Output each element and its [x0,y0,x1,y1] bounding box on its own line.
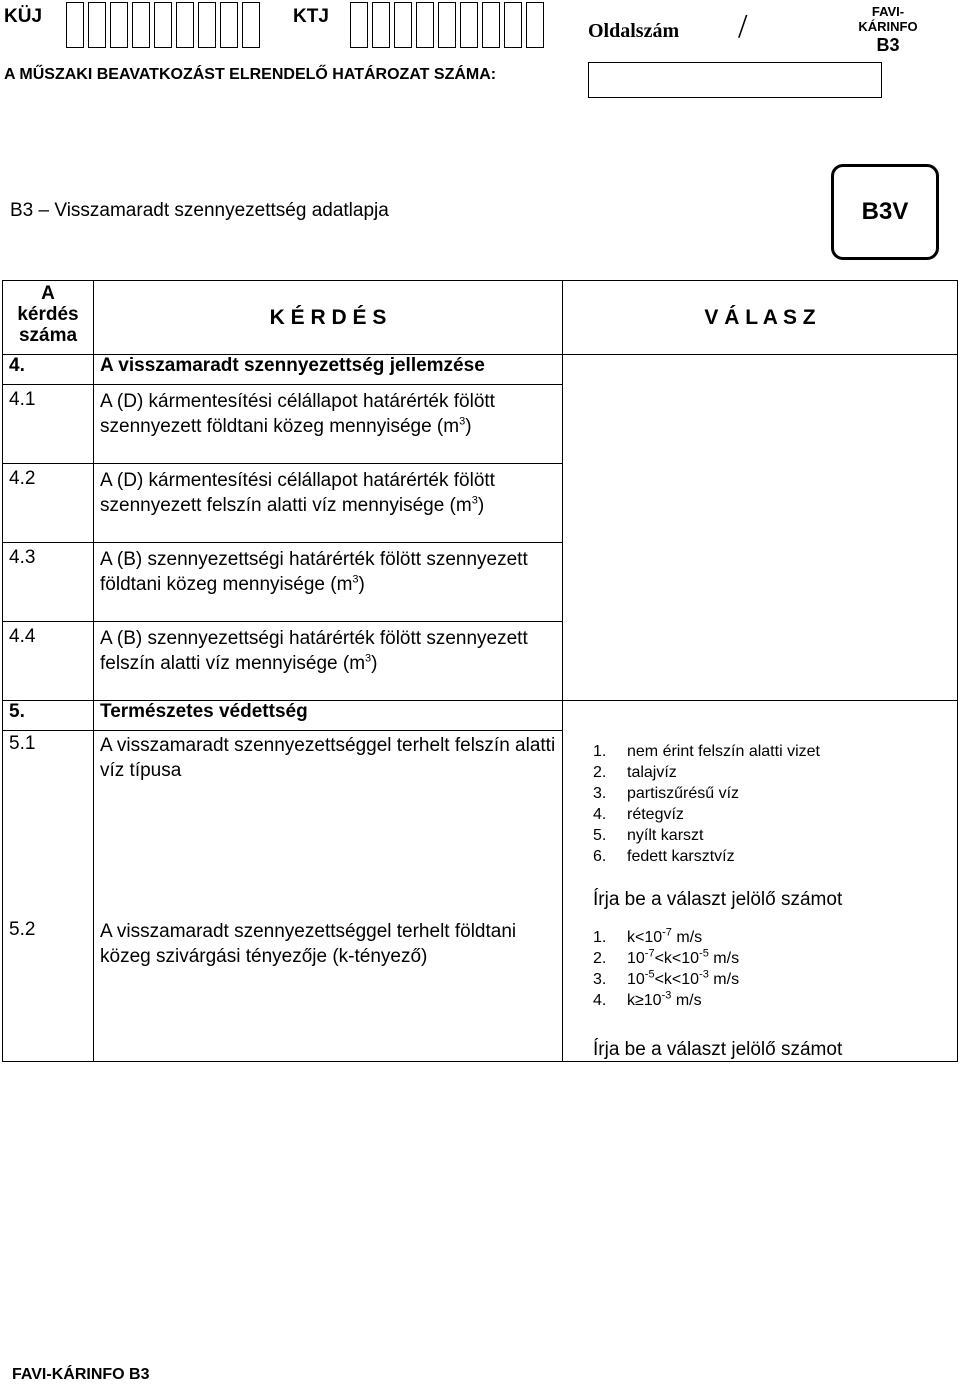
question-text [94,543,563,622]
section-4-row [3,355,958,385]
option-label: rétegvíz [627,805,684,823]
option-item [593,783,957,804]
question-text [94,385,563,464]
kuj-digit-box[interactable] [220,2,238,48]
kuj-digit-box[interactable] [198,2,216,48]
option-item [593,741,957,762]
question-text-44: A (B) szennyezettségi határérték fölött szennyezett felszín alatti víz mennyisége (m [100,628,528,674]
col-header-answer: V Á L A S Z [563,281,958,355]
section-5-row [3,701,958,731]
option-item: 4. $k\ge 10^{-3}$ m/s [593,989,702,1009]
page-number-label: Oldalszám [588,20,680,42]
question-number: 4.1 [3,385,94,464]
col-number-line2: kérdés [17,304,79,325]
answer-hint: Írja be a választ jelölő számot [593,1038,843,1060]
option-number: 2. [593,763,607,781]
kuj-digit-box[interactable] [154,2,172,48]
ktj-digit-box[interactable] [504,2,522,48]
kuj-digit-box[interactable] [242,2,260,48]
option-item [593,846,957,867]
option-list-51 [593,741,957,867]
section-title: A visszamaradt szennyezettség jellemzése [94,355,563,385]
option-label: nem érint felszín alatti vizet [627,742,820,760]
option-item: 3. $10^{-5}<k<10^{-3}$ m/s [593,968,740,988]
ktj-code-boxes[interactable] [350,2,548,48]
option-item [593,825,957,846]
ktj-digit-box[interactable] [350,2,368,48]
question-number: 4.2 [3,464,94,543]
option-number: 3. [593,784,607,802]
kuj-digit-box[interactable] [132,2,150,48]
ktj-label: KTJ [293,6,329,27]
sheet-title: B3 – Visszamaradt szennyezettség adatlapja [10,200,389,221]
question-text-41: A (D) kármentesítési célállapot határérték fölött szennyezett földtani közeg mennyisége (m [100,391,495,437]
answer-hint: Írja be a választ jelölő számot [593,888,843,910]
option-number: 5. [593,826,607,844]
option-unit: m/s [676,928,703,946]
sheet-code-badge [831,164,939,260]
question-text: A visszamaradt szennyezettséggel terhelt felszín alatti víz típusa [94,731,563,919]
questionnaire-table [2,280,958,1062]
ktj-digit-box[interactable] [526,2,544,48]
question-number: 4.3 [3,543,94,622]
option-item: 2. $10^{-7}<k<10^{-5}$ m/s [593,947,740,967]
ktj-digit-box[interactable] [416,2,434,48]
option-item [593,804,957,825]
page-number-separator: / [738,8,748,45]
option-label: talajvíz [627,763,677,781]
option-unit: m/s [713,970,740,988]
question-text: A visszamaradt szennyezettséggel terhelt földtani közeg szivárgási tényezője (k-tényező) [94,919,563,1062]
col-number-line1: A [41,283,55,304]
col-header-question: K É R D É S [94,281,563,355]
kuj-code-boxes[interactable] [66,2,264,48]
kuj-digit-box[interactable] [88,2,106,48]
favi-karinfo-badge [840,4,936,53]
section-number: 5. [3,701,94,731]
option-item: 1. $k<10^{-7}$ m/s [593,926,703,946]
ktj-digit-box[interactable] [438,2,456,48]
option-list-52 [593,927,957,1011]
option-label: fedett karsztvíz [627,847,735,865]
option-number: 4. [593,805,607,823]
answer-cell-section-4[interactable] [563,355,958,701]
kuj-digit-box[interactable] [66,2,84,48]
unit-superscript: 3 [459,415,466,428]
option-unit: m/s [675,991,702,1009]
question-row-51 [3,731,958,919]
kuj-digit-box[interactable] [110,2,128,48]
question-text-42: A (D) kármentesítési célállapot határérték fölött szennyezett felszín alatti víz mennyisége (m [100,470,495,516]
option-unit: m/s [713,949,740,967]
unit-superscript: 3 [352,573,359,586]
unit-close: ) [371,653,378,674]
kuj-digit-box[interactable] [176,2,194,48]
kuj-label: KÜJ [4,6,43,27]
unit-close: ) [358,574,365,595]
ktj-digit-box[interactable] [394,2,412,48]
resolution-number-field[interactable] [588,62,882,98]
question-text [94,622,563,701]
unit-superscript: 3 [365,652,372,665]
ktj-digit-box[interactable] [460,2,478,48]
option-item [593,762,957,783]
unit-close: ) [477,495,485,516]
answer-cell-51[interactable] [563,731,958,919]
option-number: 1. [593,742,607,760]
favi-line3: B3 [876,35,900,55]
option-number: 6. [593,847,607,865]
question-number: 5.2 [3,919,94,1062]
option-label: partiszűrésű víz [627,784,740,802]
question-row-52 [3,919,958,1062]
question-number: 5.1 [3,731,94,919]
option-label: nyílt karszt [627,826,704,844]
question-number: 4.4 [3,622,94,701]
unit-superscript: 3 [471,494,478,507]
question-text [94,464,563,543]
answer-cell-section-5 [563,701,958,731]
col-number-line3: száma [18,325,78,346]
section-number: 4. [3,355,94,385]
ktj-digit-box[interactable] [372,2,390,48]
ktj-digit-box[interactable] [482,2,500,48]
sheet-code: B3V [861,198,909,225]
answer-cell-52[interactable] [563,919,958,1062]
footer-label: FAVI-KÁRINFO B3 [12,1366,150,1383]
unit-close: ) [465,416,472,437]
favi-line1: FAVI- [871,4,905,19]
table-header-row [3,281,958,355]
favi-line2: KÁRINFO [858,19,918,34]
question-text-43: A (B) szennyezettségi határérték fölött szennyezett földtani közeg mennyisége (m [100,549,528,595]
resolution-label: A MŰSZAKI BEAVATKOZÁST ELRENDELŐ HATÁROZAT SZÁMA: [4,66,497,83]
section-title: Természetes védettség [94,701,563,731]
col-header-number [3,281,94,355]
